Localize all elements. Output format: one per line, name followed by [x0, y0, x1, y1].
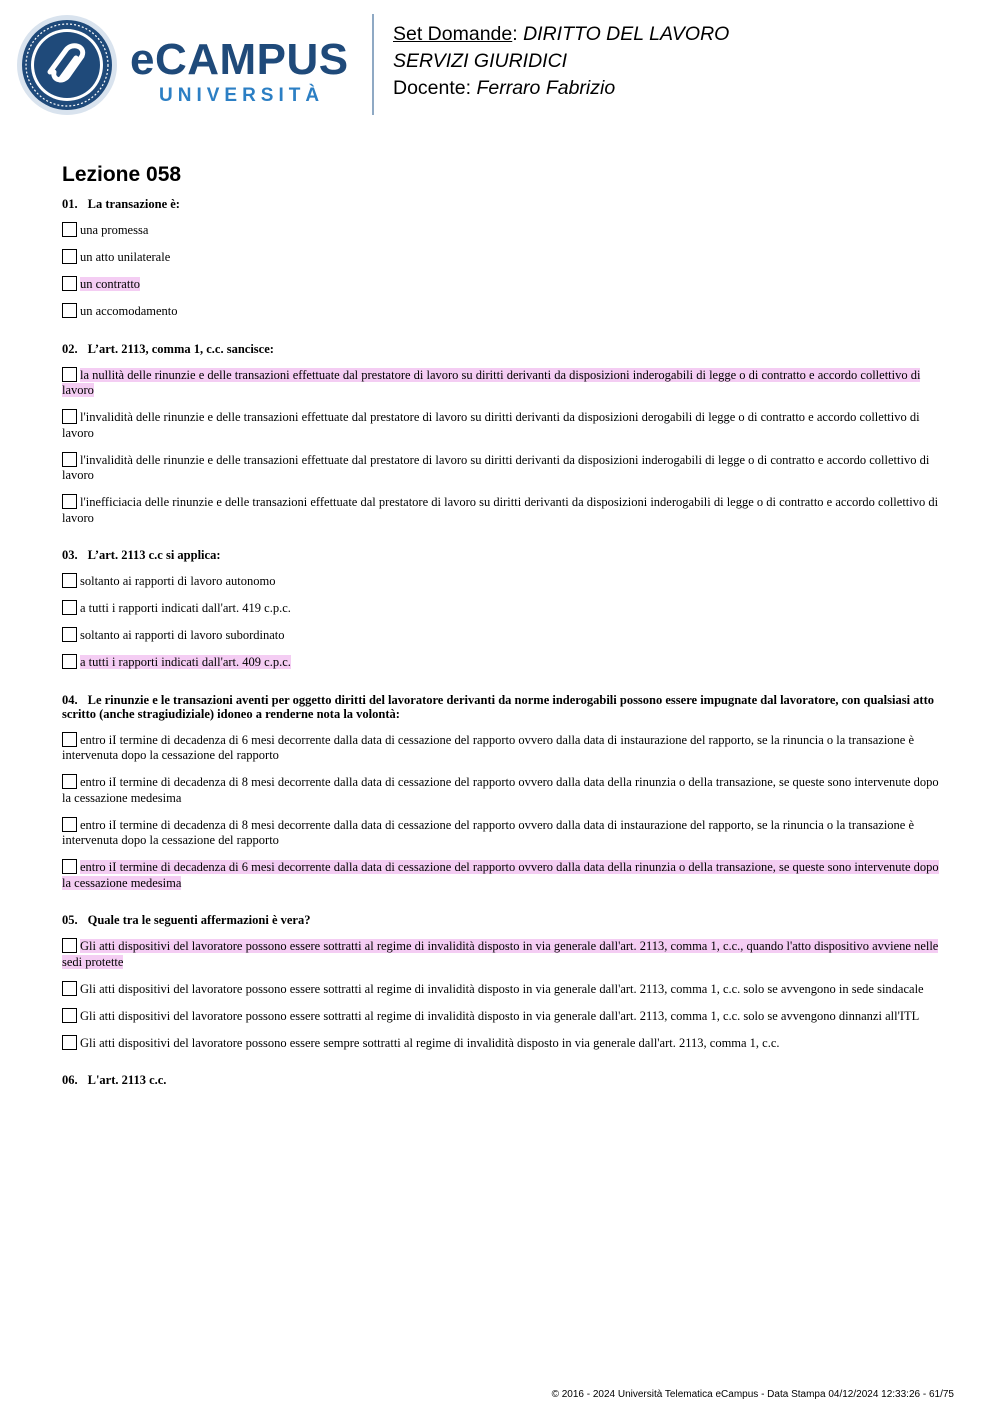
logo-text: eCAMPUS — [130, 35, 349, 84]
answer-text: a tutti i rapporti indicati dall'art. 419 c.p.c. — [80, 601, 291, 615]
question-2 — [62, 342, 940, 527]
logo-subtext: UNIVERSITÀ — [159, 85, 325, 106]
answer-text: entro iI termine di decadenza di 8 mesi decorrente dalla data di cessazione del rapporto ovvero dalla data della rinunzia o della transazione, se queste sono intervenute dopo la cessazione medesima — [62, 775, 939, 805]
question-text: L’art. 2113 c.c si applica: — [87, 548, 221, 562]
answer-text: Gli atti dispositivi del lavoratore possono essere sempre sottratti al regime di invalidità disposto in via generale dall'art. 2113, comma 1, c.c. — [80, 1035, 780, 1050]
answer-checkbox[interactable] — [62, 859, 77, 874]
answer-text-highlighted: la nullità delle rinunzie e delle transazioni effettuate dal prestatore di lavoro su diritti derivanti da disposizioni inderogabili di legge o di contratto e accordo collettivo di lavoro — [62, 367, 921, 397]
answer-text: Gli atti dispositivi del lavoratore possono essere sottratti al regime di invalidità disposto in via generale dall'art. 2113, comma 1, c.c. solo se avvengono in sede sindacale — [80, 981, 924, 996]
question-title — [62, 693, 940, 721]
answer-checkbox[interactable] — [62, 367, 77, 382]
answer-text: l'invalidità delle rinunzie e delle transazioni effettuate dal prestatore di lavoro su diritti derivanti da disposizioni inderogabili di legge o di contratto e accordo collettivo di lavoro — [62, 452, 930, 482]
answer-option[interactable] — [62, 859, 940, 891]
question-6 — [62, 1073, 940, 1087]
answer-text: l'inefficiacia delle rinunzie e delle transazioni effettuate dal prestatore di lavoro su diritti derivanti da disposizioni inderogabili di legge o di contratto e accordo collettivo di lavoro — [62, 495, 939, 525]
question-number: 01. — [62, 197, 78, 211]
answer-text: l'invalidità delle rinunzie e delle transazioni effettuate dal prestatore di lavoro su diritti derivanti da disposizioni derogabili di legge o di contratto e accordo collettivo di lavoro — [62, 410, 920, 440]
answer-text-highlighted: a tutti i rapporti indicati dall'art. 409 c.p.c. — [80, 655, 291, 669]
question-1 — [62, 197, 940, 320]
answer-option[interactable] — [62, 627, 940, 644]
question-5 — [62, 913, 940, 1051]
question-number: 03. — [62, 548, 78, 562]
question-text: L'art. 2113 c.c. — [87, 1073, 167, 1087]
answer-checkbox[interactable] — [62, 654, 77, 669]
question-number: 05. — [62, 913, 78, 927]
answer-checkbox[interactable] — [62, 452, 77, 467]
answer-option[interactable] — [62, 494, 940, 526]
answer-checkbox[interactable] — [62, 938, 77, 953]
question-title — [62, 342, 940, 356]
answer-checkbox[interactable] — [62, 600, 77, 615]
question-text: L’art. 2113, comma 1, c.c. sancisce: — [87, 341, 274, 356]
question-list — [62, 197, 940, 1087]
question-title — [62, 913, 940, 927]
answer-text: entro iI termine di decadenza di 8 mesi decorrente dalla data di cessazione del rapporto ovvero dalla data di instaurazione del rapporto, se la rinuncia o la transazione è intervenuta dopo la cessazione del rapporto — [62, 817, 915, 847]
answer-text: Gli atti dispositivi del lavoratore possono essere sottratti al regime di invalidità disposto in via generale dall'art. 2113, comma 1, c.c. solo se avvengono dinnanzi all'ITL — [80, 1008, 920, 1023]
ecampus-emblem-icon — [16, 14, 118, 116]
answer-option[interactable] — [62, 732, 940, 764]
answer-checkbox[interactable] — [62, 1008, 77, 1023]
question-title — [62, 548, 940, 562]
question-text: La transazione è: — [87, 197, 180, 211]
ecampus-logo — [130, 35, 349, 107]
course-name: DIRITTO DEL LAVORO — [523, 23, 730, 45]
answer-checkbox[interactable] — [62, 303, 77, 318]
set-line — [393, 21, 729, 48]
answer-option[interactable] — [62, 303, 940, 320]
question-title — [62, 1073, 940, 1087]
lesson-title: Lezione 058 — [62, 163, 182, 186]
header-info — [393, 21, 729, 102]
teacher-label: Docente: — [393, 77, 477, 99]
answer-option[interactable] — [62, 981, 940, 998]
answer-text-highlighted: Gli atti dispositivi del lavoratore possono essere sottratti al regime di invalidità disposto in via generale dall'art. 2113, comma 1, c.c., quando l'atto dispositivo avviene nelle sedi protette — [62, 939, 939, 969]
answer-checkbox[interactable] — [62, 409, 77, 424]
header-divider — [372, 14, 374, 115]
set-label: Set Domande — [393, 23, 513, 45]
question-4 — [62, 693, 940, 892]
answer-text: un accomodamento — [80, 304, 178, 318]
page-content — [62, 163, 940, 1109]
page-header — [0, 0, 1000, 130]
question-title — [62, 197, 940, 211]
answer-checkbox[interactable] — [62, 573, 77, 588]
answer-checkbox[interactable] — [62, 1035, 77, 1050]
answer-option[interactable] — [62, 249, 940, 266]
set-separator: : — [512, 23, 524, 45]
answer-text: entro iI termine di decadenza di 6 mesi decorrente dalla data di cessazione del rapporto ovvero dalla data di instaurazione del rapporto, se la rinuncia o la transazione è intervenuta dopo la cessazione del rapporto — [62, 732, 915, 762]
question-text: Le rinunzie e le transazioni aventi per oggetto diritti del lavoratore derivanti da norme inderogabili possono essere impugnate dal lavoratore, con qualsiasi atto scritto (anche stragiudiziale) idoneo a renderne nota la volontà: — [62, 692, 934, 721]
answer-option[interactable] — [62, 600, 940, 617]
answer-text: un atto unilaterale — [80, 250, 171, 264]
question-number: 06. — [62, 1073, 78, 1087]
question-3 — [62, 548, 940, 671]
teacher-name: Ferraro Fabrizio — [476, 77, 616, 99]
answer-checkbox[interactable] — [62, 249, 77, 264]
answer-text-highlighted: un contratto — [80, 277, 141, 291]
answer-option[interactable] — [62, 817, 940, 849]
course-subname: SERVIZI GIURIDICI — [393, 50, 568, 72]
question-number: 02. — [62, 341, 78, 356]
answer-checkbox[interactable] — [62, 774, 77, 789]
teacher-line — [393, 75, 729, 102]
answer-checkbox[interactable] — [62, 494, 77, 509]
answer-option[interactable] — [62, 409, 940, 441]
answer-option[interactable] — [62, 573, 940, 590]
answer-option[interactable] — [62, 222, 940, 239]
answer-checkbox[interactable] — [62, 981, 77, 996]
answer-option[interactable] — [62, 1035, 940, 1052]
answer-text: soltanto ai rapporti di lavoro autonomo — [80, 574, 276, 588]
answer-checkbox[interactable] — [62, 276, 77, 291]
answer-option[interactable] — [62, 452, 940, 484]
answer-text: una promessa — [80, 223, 149, 237]
answer-option[interactable] — [62, 276, 940, 293]
question-text: Quale tra le seguenti affermazioni è vera? — [87, 913, 311, 927]
answer-option[interactable] — [62, 774, 940, 806]
answer-option[interactable] — [62, 938, 940, 970]
answer-text-highlighted: entro iI termine di decadenza di 6 mesi decorrente dalla data di cessazione del rapporto ovvero dalla data della rinunzia o della transazione, se queste sono intervenute dopo la cessazione medesima — [62, 860, 939, 890]
answer-checkbox[interactable] — [62, 222, 77, 237]
answer-text: soltanto ai rapporti di lavoro subordinato — [80, 628, 285, 642]
answer-checkbox[interactable] — [62, 627, 77, 642]
answer-checkbox[interactable] — [62, 732, 77, 747]
answer-option[interactable] — [62, 367, 940, 399]
page-footer: © 2016 - 2024 Università Telematica eCampus - Data Stampa 04/12/2024 12:33:26 - 61/75 — [551, 1389, 954, 1400]
question-number: 04. — [62, 692, 78, 707]
answer-option[interactable] — [62, 1008, 940, 1025]
answer-checkbox[interactable] — [62, 817, 77, 832]
answer-option[interactable] — [62, 654, 940, 671]
